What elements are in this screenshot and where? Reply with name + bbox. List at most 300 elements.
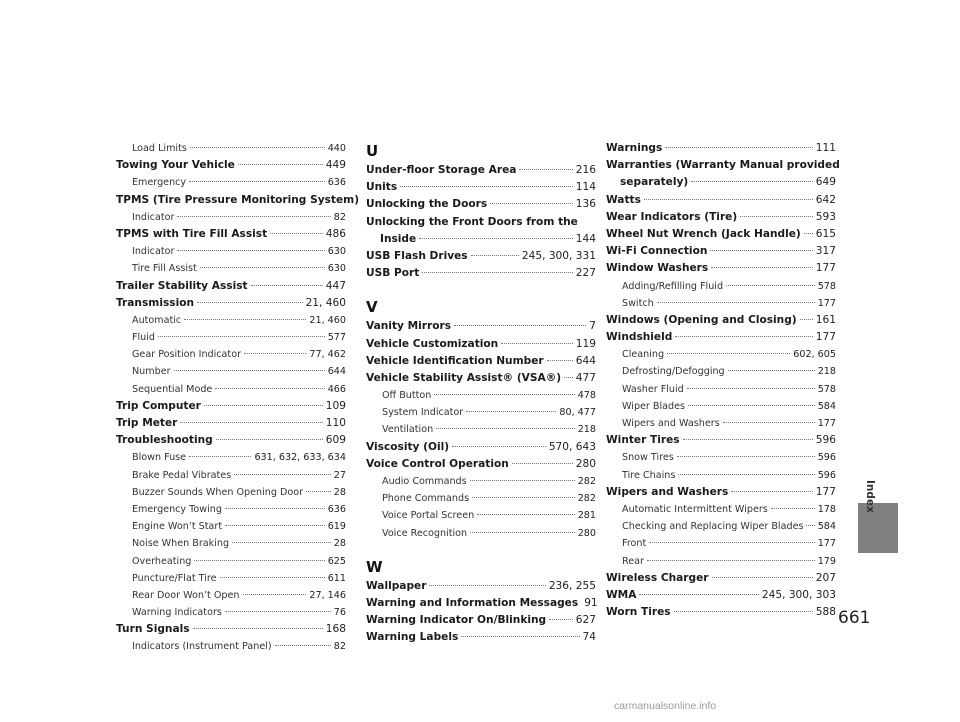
page-reference[interactable]: 74 (582, 631, 596, 644)
entry-label: Watts (606, 193, 641, 206)
dot-leader (771, 508, 815, 509)
entry-label: Fluid (132, 332, 156, 344)
page-reference[interactable]: 144 (575, 232, 596, 245)
index-subentry[interactable] (606, 363, 836, 380)
page-reference[interactable]: 280 (577, 527, 596, 539)
entry-label: Switch (622, 297, 654, 309)
index-subentry[interactable] (116, 570, 346, 587)
dot-leader (174, 370, 325, 371)
page-reference[interactable]: 119 (575, 337, 596, 350)
entry-label: Warranties (Warranty Manual provided (606, 159, 840, 172)
index-entry[interactable] (116, 157, 346, 174)
dot-leader (177, 216, 330, 217)
dot-leader (244, 353, 306, 354)
index-subentry[interactable] (606, 278, 836, 295)
dot-leader (800, 319, 813, 320)
index-entry[interactable] (366, 629, 596, 646)
index-entry[interactable] (606, 570, 836, 587)
index-subentry[interactable] (116, 209, 346, 226)
dot-leader (454, 325, 586, 326)
page-reference[interactable]: 440 (327, 143, 346, 154)
page-reference[interactable]: 642 (815, 193, 836, 206)
index-subentry[interactable] (116, 604, 346, 621)
dot-leader (667, 353, 790, 354)
page-reference[interactable]: 596 (817, 452, 836, 464)
page-reference[interactable]: 80, 477 (559, 407, 596, 419)
index-letter-heading: V (366, 298, 378, 317)
page-reference[interactable]: 625 (327, 555, 346, 567)
page-reference[interactable]: 216 (575, 164, 596, 176)
entry-label: Windshield (606, 331, 673, 344)
dot-leader (436, 428, 575, 429)
index-subentry[interactable] (366, 525, 596, 542)
index-entry[interactable] (606, 140, 836, 157)
dot-leader (712, 577, 813, 578)
section-spacer (366, 282, 596, 296)
page-reference[interactable]: 282 (577, 476, 596, 487)
entry-label: Voice Recognition (382, 527, 468, 539)
dot-leader (470, 532, 575, 533)
entry-label: Indicator (132, 246, 175, 258)
index-entry[interactable] (116, 278, 346, 295)
dot-leader (731, 491, 812, 492)
index-subentry[interactable] (116, 329, 346, 346)
dot-leader (225, 525, 325, 526)
page-reference[interactable]: 218 (577, 424, 596, 436)
entry-label: Automatic Intermittent Wipers (622, 503, 768, 515)
index-subentry[interactable] (366, 387, 596, 404)
page-reference[interactable]: 21, 460 (309, 314, 346, 326)
page-reference[interactable]: 82 (333, 211, 346, 223)
dot-leader (429, 585, 545, 586)
page-reference[interactable]: 177 (815, 262, 836, 275)
page-reference[interactable]: 177 (815, 485, 836, 498)
page-reference[interactable]: 447 (325, 279, 346, 292)
dot-leader (691, 181, 813, 182)
index-entry[interactable] (116, 192, 360, 209)
entry-label: System Indicator (382, 407, 464, 419)
index-subentry[interactable] (116, 346, 346, 363)
index-subentry[interactable] (116, 449, 346, 466)
page-reference[interactable]: 161 (815, 313, 836, 326)
page-reference[interactable]: 578 (817, 280, 836, 292)
page-reference[interactable]: 114 (575, 181, 596, 194)
entry-label: Gear Position Indicator (132, 349, 242, 361)
dot-leader (726, 285, 815, 286)
index-subentry[interactable] (116, 518, 346, 535)
dot-leader (477, 514, 575, 515)
page-reference[interactable]: 177 (815, 331, 836, 344)
entry-label: Unlocking the Front Doors from the (366, 215, 578, 228)
index-entry[interactable] (116, 295, 346, 312)
index-entry[interactable] (366, 370, 596, 387)
entry-label: Warning Indicator On/Blinking (366, 614, 547, 627)
entry-label: Noise When Braking (132, 538, 230, 550)
index-subentry[interactable] (116, 260, 346, 277)
page-reference[interactable]: 609 (325, 434, 346, 447)
page-reference[interactable]: 602, 605 (793, 349, 836, 361)
page-reference[interactable]: 627 (575, 614, 596, 627)
entry-label: TPMS (Tire Pressure Monitoring System) (116, 193, 360, 206)
entry-label: Load Limits (132, 143, 187, 154)
dot-leader (740, 216, 813, 217)
index-entry[interactable] (366, 231, 596, 248)
entry-label: Phone Commands (382, 493, 470, 505)
entry-label: Blown Fuse (132, 452, 187, 464)
page-reference[interactable]: 477 (575, 371, 596, 384)
dot-leader (251, 285, 323, 286)
index-subentry[interactable] (116, 638, 346, 655)
page-reference[interactable]: 21, 460 (305, 296, 346, 309)
entry-label: Voice Portal Screen (382, 510, 475, 522)
page-reference[interactable]: 281 (577, 510, 596, 522)
entry-label: Transmission (116, 296, 195, 309)
page-reference[interactable]: 227 (575, 267, 596, 280)
page-reference[interactable]: 27, 146 (309, 589, 346, 601)
index-subentry[interactable] (116, 553, 346, 570)
index-entry[interactable] (366, 196, 596, 213)
entry-label: Inside (380, 232, 417, 245)
index-entry[interactable] (116, 621, 346, 638)
page-reference[interactable]: 282 (577, 493, 596, 505)
index-entry[interactable] (606, 192, 836, 209)
dot-leader (723, 422, 815, 423)
page-reference[interactable]: 77, 462 (309, 349, 346, 361)
index-subentry[interactable] (116, 140, 346, 157)
page-reference[interactable]: 7 (589, 320, 596, 333)
dot-leader (419, 238, 573, 239)
dot-leader (649, 542, 814, 543)
page-reference[interactable]: 584 (817, 400, 836, 412)
index-entry[interactable] (606, 243, 836, 260)
page-reference[interactable]: 649 (815, 176, 836, 189)
page-reference[interactable]: 317 (815, 245, 836, 258)
entry-label: Warnings (606, 142, 663, 154)
page-reference[interactable]: 577 (327, 332, 346, 344)
dot-leader (461, 636, 579, 637)
page-reference[interactable]: 486 (325, 227, 346, 240)
index-entry[interactable] (366, 248, 596, 265)
entry-label: Puncture/Flat Tire (132, 572, 217, 584)
index-subentry[interactable] (116, 363, 346, 380)
dot-leader (204, 405, 323, 406)
dot-leader (243, 594, 307, 595)
dot-leader (238, 164, 323, 165)
entry-label: Wheel Nut Wrench (Jack Handle) (606, 227, 801, 240)
page-reference[interactable]: 630 (327, 263, 346, 275)
index-subentry[interactable] (606, 398, 836, 415)
dot-leader (471, 255, 519, 256)
page-reference[interactable]: 177 (817, 297, 836, 309)
page-reference[interactable]: 644 (327, 366, 346, 378)
entry-label: Brake Pedal Vibrates (132, 469, 232, 481)
entry-label: Vehicle Identification Number (366, 354, 544, 367)
page-reference[interactable]: 179 (817, 555, 836, 567)
index-entry[interactable] (606, 209, 836, 226)
dot-leader (452, 446, 546, 447)
entry-label: Indicator (132, 211, 175, 223)
entry-label: Emergency Towing (132, 503, 222, 515)
dot-leader (490, 203, 573, 204)
entry-label: Cleaning (622, 349, 665, 361)
entry-label: Warning Indicators (132, 607, 222, 619)
page-reference[interactable]: 110 (325, 417, 346, 429)
entry-label: Automatic (132, 314, 182, 326)
entry-label: Under-floor Storage Area (366, 164, 517, 176)
page-reference[interactable]: 636 (327, 503, 346, 515)
page-reference[interactable]: 280 (575, 457, 596, 470)
index-subentry[interactable] (606, 501, 836, 518)
page-reference[interactable]: 596 (815, 434, 836, 447)
entry-label: Vanity Mirrors (366, 320, 452, 333)
index-subentry[interactable] (116, 501, 346, 518)
dot-leader (275, 645, 331, 646)
page-reference[interactable]: 593 (815, 210, 836, 223)
dot-leader (683, 439, 813, 440)
entry-label: Towing Your Vehicle (116, 159, 235, 172)
page-reference[interactable]: 218 (817, 366, 836, 378)
index-entry[interactable] (366, 578, 596, 595)
entry-label: Number (132, 366, 171, 378)
section-tab-label: Index (864, 480, 876, 513)
index-subentry[interactable] (366, 473, 596, 490)
page-reference[interactable]: 478 (577, 390, 596, 402)
index-letter-heading: U (366, 142, 379, 160)
index-entry[interactable] (116, 432, 346, 449)
entry-label: Checking and Replacing Wiper Blades (622, 521, 804, 533)
entry-label: Engine Won’t Start (132, 521, 223, 533)
dot-leader (677, 456, 815, 457)
page-reference[interactable]: 27 (333, 469, 346, 481)
entry-label: Buzzer Sounds When Opening Door (132, 486, 304, 498)
index-entry[interactable] (606, 587, 836, 604)
page-reference[interactable]: 76 (333, 607, 346, 619)
page-reference[interactable]: 636 (327, 177, 346, 189)
index-entry[interactable] (606, 260, 836, 277)
page-reference[interactable]: 631, 632, 633, 634 (254, 452, 346, 464)
entry-label: Audio Commands (382, 476, 467, 487)
index-subentry[interactable] (116, 174, 346, 191)
entry-label: Adding/Refilling Fluid (622, 280, 724, 292)
entry-label: Warning and Information Messages (366, 596, 579, 609)
entry-label: Trip Computer (116, 399, 201, 412)
entry-label: WMA (606, 588, 637, 601)
page-reference[interactable]: 245, 300, 331 (521, 249, 596, 262)
index-column-2 (366, 140, 596, 647)
entry-label: Window Washers (606, 262, 709, 275)
dot-leader (180, 422, 322, 423)
index-subentry[interactable] (606, 518, 836, 535)
dot-leader (519, 169, 572, 170)
page-reference[interactable]: 611 (327, 572, 346, 584)
dot-leader (470, 480, 575, 481)
page-reference[interactable]: 644 (575, 354, 596, 367)
index-entry[interactable] (606, 604, 836, 621)
page-reference[interactable]: 177 (817, 418, 836, 429)
index-entry[interactable] (606, 312, 836, 329)
dot-leader (200, 267, 325, 268)
entry-label: Off Button (382, 390, 432, 402)
index-entry[interactable] (366, 595, 596, 612)
entry-label: Rear Door Won’t Open (132, 589, 240, 601)
index-entry[interactable] (366, 318, 596, 335)
entry-label: Viscosity (Oil) (366, 440, 450, 453)
index-subentry[interactable] (116, 535, 346, 552)
page-reference[interactable]: 578 (817, 383, 836, 395)
dot-leader (501, 343, 573, 344)
entry-label: TPMS with Tire Fill Assist (116, 227, 268, 240)
index-entry[interactable] (366, 353, 596, 370)
index-subentry[interactable] (366, 507, 596, 524)
index-entry[interactable] (116, 398, 346, 415)
dot-leader (434, 394, 574, 395)
index-entry[interactable] (606, 432, 836, 449)
index-entry[interactable] (366, 179, 596, 196)
index-entry[interactable] (366, 456, 596, 473)
page-reference[interactable]: 245, 300, 303 (761, 588, 836, 601)
index-subentry[interactable] (116, 243, 346, 260)
page-reference[interactable]: 584 (817, 521, 836, 533)
dot-leader (422, 272, 572, 273)
index-subentry[interactable] (366, 421, 596, 438)
index-subentry[interactable] (606, 295, 836, 312)
page-reference[interactable]: 619 (327, 521, 346, 533)
entry-label: USB Flash Drives (366, 249, 468, 262)
index-subentry[interactable] (116, 381, 346, 398)
index-entry[interactable] (606, 329, 836, 346)
index-entry[interactable] (116, 226, 346, 243)
dot-leader (512, 463, 573, 464)
dot-leader (306, 491, 331, 492)
page-reference[interactable]: 111 (815, 142, 836, 154)
entry-label: Vehicle Customization (366, 337, 499, 350)
dot-leader (184, 319, 306, 320)
page-reference[interactable]: 207 (815, 571, 836, 584)
page-reference[interactable]: 596 (817, 469, 836, 481)
entry-label: Troubleshooting (116, 434, 213, 447)
index-subentry[interactable] (606, 535, 836, 552)
index-subentry[interactable] (366, 490, 596, 507)
entry-label: separately) (620, 176, 689, 189)
dot-leader (232, 542, 331, 543)
index-subentry[interactable] (606, 449, 836, 466)
entry-label: Tire Chains (622, 469, 676, 481)
page-reference[interactable]: 570, 643 (548, 440, 596, 453)
entry-label: Defrosting/Defogging (622, 366, 725, 378)
entry-label: Washer Fluid (622, 383, 684, 395)
dot-leader (193, 628, 323, 629)
dot-leader (466, 411, 556, 412)
dot-leader (225, 508, 325, 509)
page-reference[interactable]: 82 (333, 641, 346, 653)
entry-label: Wipers and Washers (622, 418, 720, 429)
index-column-1 (116, 140, 360, 656)
index-subentry[interactable] (116, 484, 346, 501)
index-entry[interactable] (606, 226, 836, 243)
entry-label: Sequential Mode (132, 383, 213, 395)
index-entry[interactable] (366, 162, 596, 179)
dot-leader (678, 474, 814, 475)
dot-leader (710, 250, 812, 251)
dot-leader (674, 611, 813, 612)
entry-label: Unlocking the Doors (366, 198, 488, 211)
index-entry[interactable] (366, 439, 596, 456)
dot-leader (688, 405, 815, 406)
entry-label: Emergency (132, 177, 187, 189)
dot-leader (564, 377, 573, 378)
index-entry[interactable] (366, 265, 596, 282)
dot-leader (804, 233, 813, 234)
section-spacer (366, 542, 596, 556)
index-entry[interactable] (366, 336, 596, 353)
page-reference[interactable]: 136 (575, 198, 596, 211)
entry-label: Voice Control Operation (366, 457, 509, 470)
entry-label: Overheating (132, 555, 192, 567)
page-reference[interactable]: 109 (325, 399, 346, 412)
entry-label: Wipers and Washers (606, 485, 729, 498)
index-entry[interactable] (606, 157, 840, 174)
index-subentry[interactable] (606, 346, 836, 363)
watermark: carmanualsonline.info (614, 700, 717, 712)
index-subentry[interactable] (116, 587, 346, 604)
index-entry[interactable] (366, 612, 596, 629)
page-reference[interactable]: 177 (817, 538, 836, 550)
index-entry[interactable] (606, 174, 836, 191)
entry-label: Indicators (Instrument Panel) (132, 641, 272, 653)
page-reference[interactable]: 588 (815, 606, 836, 619)
index-subentry[interactable] (116, 467, 346, 484)
index-entry[interactable] (116, 415, 346, 432)
index-subentry[interactable] (606, 381, 836, 398)
dot-leader (647, 560, 815, 561)
page-reference[interactable]: 466 (327, 383, 346, 395)
dot-leader (728, 370, 815, 371)
dot-leader (270, 233, 323, 234)
dot-leader (657, 302, 815, 303)
page-reference[interactable]: 28 (333, 538, 346, 550)
entry-label: Wallpaper (366, 579, 427, 592)
dot-leader (687, 388, 815, 389)
dot-leader (225, 611, 331, 612)
dot-leader (190, 147, 325, 148)
index-subentry[interactable] (606, 415, 836, 432)
page-reference[interactable]: 91 (584, 596, 598, 609)
page-reference[interactable]: 28 (333, 486, 346, 498)
entry-label: Wear Indicators (Tire) (606, 210, 738, 223)
page-reference[interactable]: 615 (815, 227, 836, 240)
dot-leader (711, 267, 813, 268)
entry-label: Worn Tires (606, 606, 671, 619)
index-entry[interactable] (606, 484, 836, 501)
entry-label: Tire Fill Assist (132, 263, 197, 275)
index-subentry[interactable] (606, 467, 836, 484)
page-reference[interactable]: 168 (325, 623, 346, 636)
index-subentry[interactable] (606, 553, 836, 570)
index-letter-heading: W (366, 557, 383, 576)
page-reference[interactable]: 236, 255 (548, 579, 596, 592)
dot-leader (158, 336, 325, 337)
page-reference[interactable]: 178 (817, 503, 836, 515)
dot-leader (215, 388, 324, 389)
dot-leader (639, 594, 758, 595)
entry-label: Vehicle Stability Assist® (VSA®) (366, 371, 562, 384)
index-subentry[interactable] (366, 404, 596, 421)
page-reference[interactable]: 449 (325, 159, 346, 172)
dot-leader (177, 250, 324, 251)
index-entry[interactable] (366, 214, 596, 231)
page-reference[interactable]: 630 (327, 246, 346, 258)
index-subentry[interactable] (116, 312, 346, 329)
